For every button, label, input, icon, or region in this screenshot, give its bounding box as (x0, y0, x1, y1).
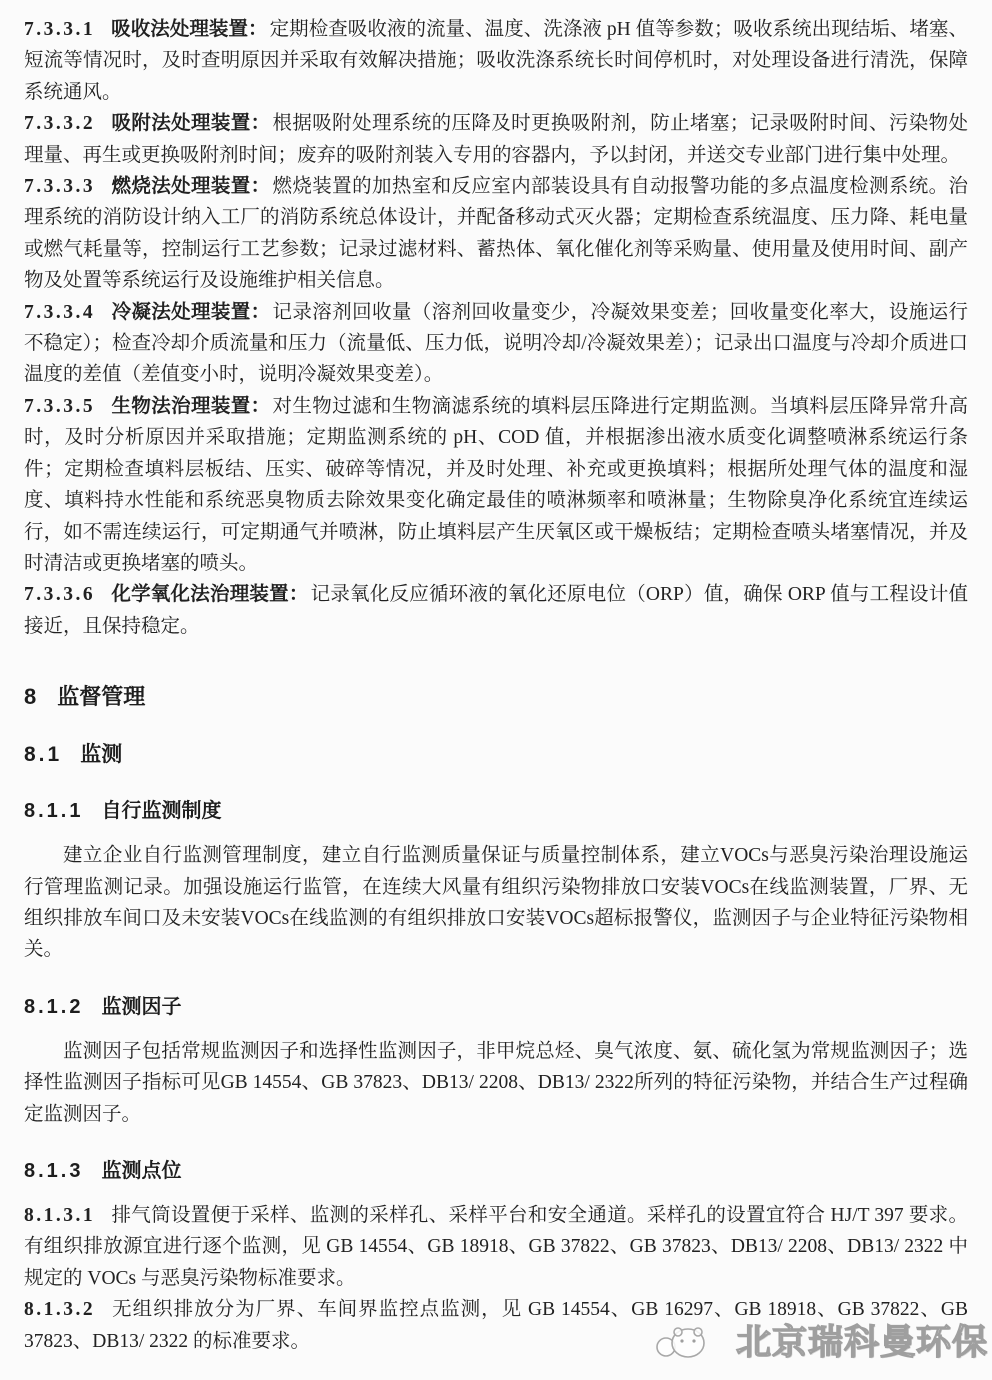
document-content (24, 14, 968, 1357)
heading-text: 监督管理 (57, 684, 146, 710)
clause-term: 燃烧法处理装置： (111, 175, 271, 198)
clause-number: 7.3.3.6 (24, 584, 96, 606)
heading-number: 8.1.1 (24, 800, 84, 823)
section-heading-8-1-3 (24, 1156, 968, 1186)
clause-term: 冷凝法处理装置： (111, 300, 271, 323)
clause-number: 7.3.3.1 (24, 19, 96, 40)
clause-term: 吸附法处理装置： (111, 112, 271, 135)
section-heading-8-1-1 (24, 796, 968, 826)
clause-term: 化学氧化法治理装置： (111, 583, 309, 606)
clause-text: 定期检查吸收液的流量、温度、洗涤液 pH 值等参数；吸收系统出现结垢、堵塞、短流等情况时，及时查明原因并采取有效解决措施；吸收洗涤系统长时间停机时，对处理设备进行清洗，保障系统通风。 (24, 19, 968, 103)
clause-8-1-3-2 (24, 1294, 968, 1357)
clause-number: 7.3.3.2 (24, 113, 96, 135)
section-heading-8-1 (24, 740, 968, 770)
section-heading-8 (24, 682, 968, 712)
clause-7-3-3-5 (24, 391, 968, 579)
clause-number: 7.3.3.4 (24, 301, 96, 323)
clause-7-3-3-6 (24, 579, 968, 642)
heading-text: 自行监测制度 (101, 800, 222, 823)
clause-number: 7.3.3.3 (24, 176, 96, 198)
heading-number: 8 (24, 684, 40, 710)
clause-7-3-3-1 (24, 14, 968, 108)
clause-8-1-3-1 (24, 1200, 968, 1294)
watermark-text: 北京瑞科曼环保 (735, 1322, 988, 1362)
clause-text: 根据吸附处理系统的压降及时更换吸附剂，防止堵塞；记录吸附时间、污染物处理量、再生或更换吸附剂时间；废弃的吸附剂装入专用的容器内，予以封闭，并送交专业部门进行集中处理。 (24, 113, 968, 166)
clause-text: 排气筒设置便于采样、监测的采样孔、采样平台和安全通道。采样孔的设置宜符合 HJ/T 397 要求。有组织排放源宜进行逐个监测，见 GB 14554、GB 18918、GB 37822、GB 37823、DB13/ 2208、DB13/ 2322 中规定的 VOCs 与恶臭污染物标准要求。 (24, 1204, 968, 1289)
clause-number: 7.3.3.5 (24, 395, 96, 417)
clause-term: 生物法治理装置： (111, 394, 271, 417)
body-paragraph: 监测因子包括常规监测因子和选择性监测因子，非甲烷总烃、臭气浓度、氨、硫化氢为常规监测因子；选择性监测因子指标可见GB 14554、GB 37823、DB13/ 2208、DB13/ 2322所列的特征污染物，并结合生产过程确定监测因子。 (24, 1040, 968, 1125)
clause-text: 燃烧装置的加热室和反应室内部装设具有自动报警功能的多点温度检测系统。治理系统的消防设计纳入工厂的消防系统总体设计，并配备移动式灭火器；定期检查系统温度、压力降、耗电量或燃气耗量等，控制运行工艺参数；记录过滤材料、蓄热体、氧化催化剂等采购量、使用量及使用时间、副产物及处置等系统运行及设施维护相关信息。 (24, 176, 968, 292)
clause-text: 对生物过滤和生物滴滤系统的填料层压降进行定期监测。当填料层压降异常升高时，及时分析原因并采取措施；定期监测系统的 pH、COD 值，并根据渗出液水质变化调整喷淋系统运行条件；定期检查填料层板结、压实、破碎等情况，并及时处理、补充或更换填料；根据所处理气体的温度和湿度、填料持水性能和系统恶臭物质去除效果变化确定最佳的喷淋频率和喷淋量；生物除臭净化系统宜连续运行，如不需连续运行，可定期通气并喷淋，防止填料层产生厌氧区或干燥板结；定期检查喷头堵塞情况，并及时清洁或更换堵塞的喷头。 (24, 395, 968, 574)
clause-number: 8.1.3.2 (24, 1299, 96, 1321)
body-paragraph: 建立企业自行监测管理制度，建立自行监测质量保证与质量控制体系，建立VOCs与恶臭污染治理设施运行管理监测记录。加强设施运行监管，在连续大风量有组织污染物排放口安装VOCs在线监测装置，厂界、无组织排放车间口及未安装VOCs在线监测的有组织排放口安装VOCs超标报警仪，监测因子与企业特征污染物相关。 (24, 845, 968, 961)
clause-7-3-3-3 (24, 171, 968, 297)
clause-7-3-3-4 (24, 297, 968, 391)
clause-text: 记录氧化反应循环液的氧化还原电位（ORP）值，确保 ORP 值与工程设计值接近，且保持稳定。 (24, 584, 968, 637)
clause-text: 记录溶剂回收量（溶剂回收量变少，冷凝效果变差；回收量变化率大，设施运行不稳定）；检查冷却介质流量和压力（流量低、压力低，说明冷却/冷凝效果差）；记录出口温度与冷却介质进口温度的差值（差值变小时，说明冷凝效果变差）。 (24, 301, 968, 386)
heading-text: 监测因子 (101, 995, 182, 1018)
section-heading-8-1-2 (24, 992, 968, 1022)
heading-text: 监测 (80, 743, 123, 767)
clause-text: 无组织排放分为厂界、车间界监控点监测，见 GB 14554、GB 16297、GB 18918、GB 37822、GB 37823、DB13/ 2322 的标准要求。 (24, 1299, 968, 1352)
heading-number: 8.1.2 (24, 995, 84, 1018)
clause-number: 8.1.3.1 (24, 1204, 96, 1226)
clause-term: 吸收法处理装置： (111, 18, 268, 40)
heading-number: 8.1 (24, 743, 63, 767)
heading-text: 监测点位 (101, 1159, 182, 1182)
clause-7-3-3-2 (24, 108, 968, 171)
heading-number: 8.1.3 (24, 1159, 84, 1182)
